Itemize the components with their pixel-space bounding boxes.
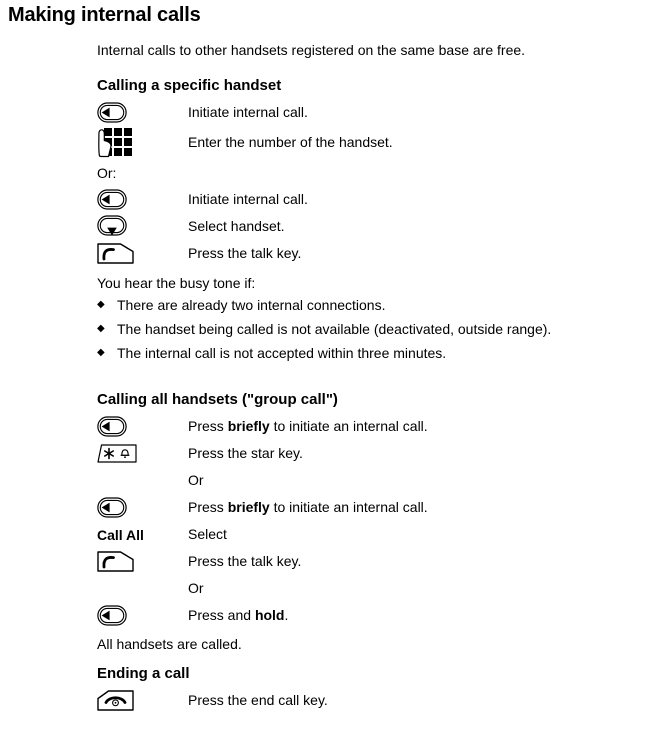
instruction-text: Or <box>188 580 204 596</box>
bullet-text: There are already two internal connections. <box>117 297 386 313</box>
talk-key-icon <box>97 551 188 572</box>
instruction-row <box>97 440 644 467</box>
control-down-icon <box>97 215 188 238</box>
instruction-text: Or <box>188 472 204 488</box>
instruction-row <box>97 413 644 440</box>
intro-paragraph: Internal calls to other handsets registered on the same base are free. <box>97 42 526 58</box>
bullet-item <box>97 293 644 317</box>
instruction-row <box>97 126 644 159</box>
key-label <box>97 165 188 181</box>
int-key-icon <box>97 605 188 626</box>
instruction-row <box>97 240 644 267</box>
star-key-icon <box>97 444 188 463</box>
diamond-bullet-icon: ◆ <box>97 347 105 358</box>
instruction-text: Press the star key. <box>188 445 303 461</box>
instruction-text: Initiate internal call. <box>188 104 308 120</box>
int-key-icon <box>97 497 188 518</box>
section-heading: Ending a call <box>97 665 190 682</box>
instruction-row <box>97 687 644 714</box>
instruction-text: Press briefly to initiate an internal call. <box>188 418 428 434</box>
instruction-row <box>97 575 644 602</box>
int-key-icon <box>97 102 188 123</box>
diamond-bullet-icon: ◆ <box>97 299 105 310</box>
instruction-row <box>97 494 644 521</box>
instruction-row <box>97 213 644 240</box>
int-key-icon <box>97 416 188 437</box>
bullet-text: The handset being called is not available (deactivated, outside range). <box>117 321 552 337</box>
bullet-item <box>97 341 644 365</box>
instruction-text: Initiate internal call. <box>188 191 308 207</box>
bullet-item <box>97 317 644 341</box>
instruction-row <box>97 186 644 213</box>
bullet-text: The internal call is not accepted within three minutes. <box>117 345 447 361</box>
instruction-text: Press the talk key. <box>188 553 302 569</box>
instruction-text: Enter the number of the handset. <box>188 134 393 150</box>
instruction-row <box>97 521 644 548</box>
paragraph: You hear the busy tone if: <box>97 275 256 291</box>
keypad-icon <box>97 127 188 158</box>
paragraph: All handsets are called. <box>97 636 242 652</box>
key-label <box>97 527 188 543</box>
instruction-text: Press the end call key. <box>188 692 328 708</box>
instruction-text: Select handset. <box>188 218 285 234</box>
instruction-text: Press the talk key. <box>188 245 302 261</box>
page-title: Making internal calls <box>8 4 201 26</box>
instruction-text: Select <box>188 526 227 542</box>
document-body <box>97 42 660 714</box>
end-call-key-icon <box>97 690 188 711</box>
section-heading: Calling a specific handset <box>97 77 282 94</box>
instruction-row <box>97 548 644 575</box>
instruction-row <box>97 602 644 629</box>
diamond-bullet-icon: ◆ <box>97 323 105 334</box>
instruction-text: Press and hold. <box>188 607 289 623</box>
key-label-text: Or: <box>97 164 117 181</box>
instruction-row <box>97 467 644 494</box>
section-heading: Calling all handsets ("group call") <box>97 391 338 408</box>
talk-key-icon <box>97 243 188 264</box>
instruction-row <box>97 99 644 126</box>
int-key-icon <box>97 189 188 210</box>
instruction-row <box>97 159 644 186</box>
key-label-text: Call All <box>97 526 144 543</box>
instruction-text: Press briefly to initiate an internal call. <box>188 499 428 515</box>
